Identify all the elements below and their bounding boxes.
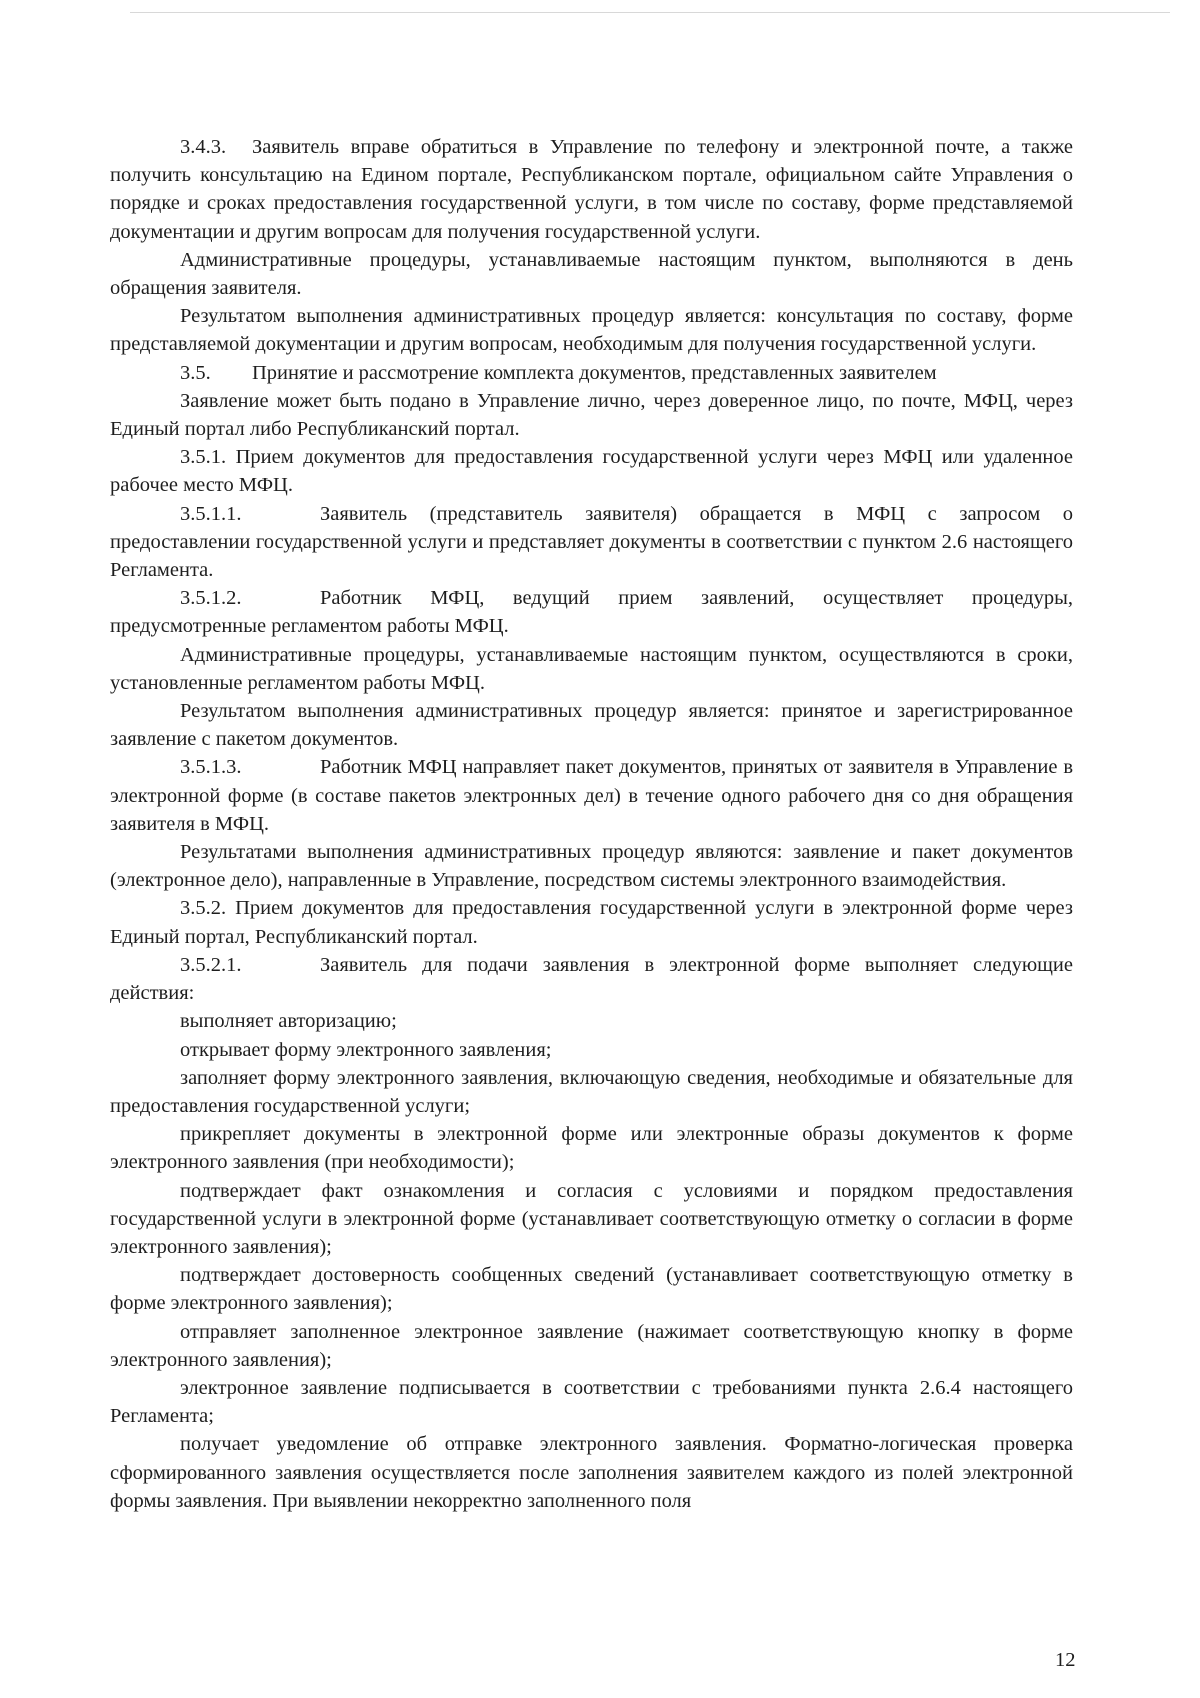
paragraph-text: Работник МФЦ, ведущий прием заявлений, осуществляет процедуры, предусмотренные регламентом работы МФЦ. — [110, 587, 1073, 638]
paragraph — [110, 500, 1073, 585]
paragraph: 3.5.2. Прием документов для предоставления государственной услуги в электронной форме через Единый портал, Республиканский портал. — [110, 897, 1073, 948]
section-heading — [110, 359, 1073, 387]
paragraph: Административные процедуры, устанавливаемые настоящим пунктом, выполняются в день обращения заявителя. — [110, 248, 1073, 300]
page-number: 12 — [1055, 1649, 1076, 1671]
list-item: получает уведомление об отправке электронного заявления. Форматно-логическая проверка сформированного заявления осуществляется после заполнения заявителем каждого из полей электронной формы заявления. При выявлении некорректно заполненного поля — [110, 1433, 1073, 1512]
clause-number: 3.4.3. — [180, 136, 227, 158]
paragraph: 3.5.1. Прием документов для предоставления государственной услуги через МФЦ или удаленное рабочее место МФЦ. — [110, 446, 1073, 497]
list-item: заполняет форму электронного заявления, включающую сведения, необходимые и обязательные для предоставления государственной услуги; — [110, 1066, 1073, 1117]
list-item: открывает форму электронного заявления; — [180, 1038, 552, 1061]
list-item: прикрепляет документы в электронной форме или электронные образы документов к форме электронного заявления (при необходимости); — [110, 1123, 1073, 1174]
paragraph — [110, 584, 1073, 640]
list-item: электронное заявление подписывается в соответствии с требованиями пункта 2.6.4 настоящего Регламента; — [110, 1376, 1073, 1428]
paragraph — [110, 951, 1073, 1007]
list-item: отправляет заполненное электронное заявление (нажимает соответствующую кнопку в форме электронного заявления); — [110, 1320, 1073, 1371]
paragraph-text: Заявитель для подачи заявления в электронной форме выполняет следующие действия: — [110, 953, 1073, 1005]
paragraph: Административные процедуры, устанавливаемые настоящим пунктом, осуществляются в сроки, установленные регламентом работы МФЦ. — [110, 643, 1073, 694]
paragraph-text: Заявитель (представитель заявителя) обращается в МФЦ с запросом о предоставлении государственной услуги и представляет документы в соответствии с пунктом 2.6 настоящего Регламента. — [110, 502, 1073, 582]
paragraph: Результатом выполнения административных процедур является: консультация по составу, форме представляемой документации и другим вопросам, необходимым для получения государственной услуги. — [110, 305, 1073, 356]
list-item: подтверждает достоверность сообщенных сведений (устанавливает соответствующую отметку в форме электронного заявления); — [110, 1264, 1073, 1315]
section-heading-text: Принятие и рассмотрение комплекта документов, представленных заявителем — [252, 361, 937, 384]
paragraph-text: Заявитель вправе обратиться в Управление по телефону и электронной почте, а также получить консультацию на Едином портале, Республиканском портале, официальном сайте Управления о порядке и сроках предоставления государственной услуги, в том числе по составу, форме представляемой документации и другим вопросам для получения государственной услуги. — [110, 136, 1073, 243]
paragraph: Результатами выполнения административных процедур являются: заявление и пакет документов (электронное дело), направленные в Управление, посредством системы электронного взаимодействия. — [110, 841, 1073, 892]
paragraph — [110, 753, 1073, 838]
scan-top-edge — [130, 12, 1170, 13]
paragraph — [110, 133, 1073, 246]
list-item: выполняет авторизацию; — [180, 1010, 397, 1033]
paragraph: Результатом выполнения административных процедур является: принятое и зарегистрированное заявление с пакетом документов. — [110, 700, 1073, 751]
clause-number: 3.5.2.1. — [180, 953, 242, 976]
document-body — [110, 133, 1073, 1515]
clause-number: 3.5.1.3. — [180, 756, 242, 779]
paragraph: Заявление может быть подано в Управление лично, через доверенное лицо, по почте, МФЦ, через Единый портал либо Республиканский портал. — [110, 389, 1073, 441]
paragraph-text: Работник МФЦ направляет пакет документов, принятых от заявителя в Управление в электронной форме (в составе пакетов электронных дел) в течение одного рабочего дня со дня обращения заявителя в МФЦ. — [110, 756, 1073, 835]
clause-number: 3.5. — [180, 361, 211, 384]
clause-number: 3.5.1.2. — [180, 587, 242, 610]
list-item: подтверждает факт ознакомления и согласия с условиями и порядком предоставления государственной услуги в электронной форме (устанавливает соответствующую отметку о согласии в форме электронного заявления); — [110, 1179, 1073, 1258]
clause-number: 3.5.1.1. — [180, 502, 242, 525]
